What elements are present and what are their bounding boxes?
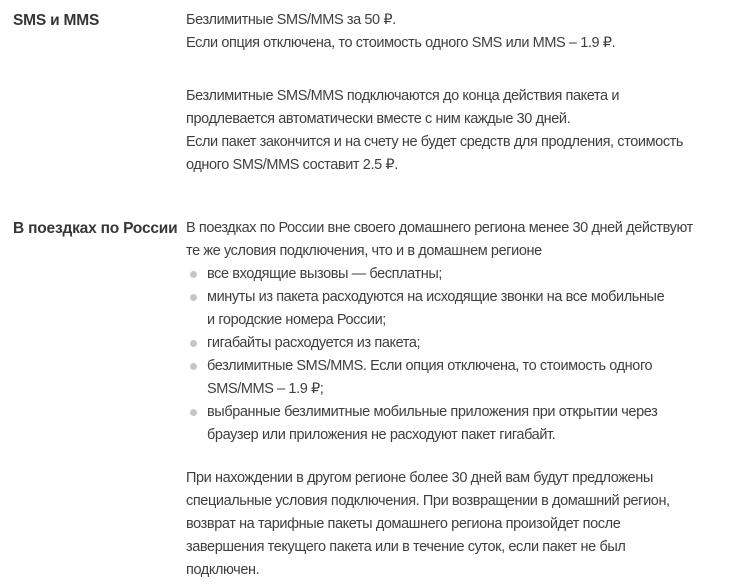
bullet-item <box>186 355 727 401</box>
bullet-text <box>207 286 727 332</box>
text-line: минуты из пакета расходуются на исходящие звонки на все мобильные <box>207 289 665 305</box>
section-label: В поездках по России <box>13 220 178 237</box>
text-line: SMS/MMS – 1.9 ₽; <box>207 381 324 397</box>
bullet-dot-icon <box>190 363 197 370</box>
text-line: При нахождении в другом регионе более 30 дней вам будут предложены <box>186 470 653 486</box>
bullet-text <box>207 263 727 286</box>
text-line: все входящие вызовы — бесплатны; <box>207 266 443 282</box>
section-body <box>186 217 727 582</box>
text-line: возврат на тарифные пакеты домашнего региона произойдет после <box>186 516 621 532</box>
bullet-text <box>207 401 727 447</box>
text-line: гигабайты расходуется из пакета; <box>207 335 421 351</box>
text-line: специальные условия подключения. При возвращении в домашний регион, <box>186 493 670 509</box>
bullet-item <box>186 286 727 332</box>
paragraph <box>186 217 727 263</box>
bullet-item <box>186 401 727 447</box>
bullet-item <box>186 332 727 355</box>
text-line: В поездках по России вне своего домашнего региона менее 30 дней действуют <box>186 220 693 236</box>
bullet-text <box>207 355 727 401</box>
bullet-list <box>186 263 727 447</box>
text-line: и городские номера России; <box>207 312 386 328</box>
text-line: подключен. <box>186 562 260 578</box>
text-line: завершения текущего пакета или в течение суток, если пакет не был <box>186 539 626 555</box>
text-line: Если пакет закончится и на счету не будет средств для продления, стоимость <box>186 134 684 150</box>
section-label: SMS и MMS <box>13 12 100 29</box>
bullet-dot-icon <box>190 294 197 301</box>
paragraph <box>186 85 727 177</box>
section-travel-russia <box>13 217 727 582</box>
bullet-dot-icon <box>190 340 197 347</box>
text-line: Безлимитные SMS/MMS подключаются до конца действия пакета и <box>186 88 620 104</box>
text-line: одного SMS/MMS составит 2.5 ₽. <box>186 157 398 173</box>
paragraph <box>186 467 727 582</box>
section-body <box>186 9 727 177</box>
text-line: Безлимитные SMS/MMS за 50 ₽. <box>186 12 396 28</box>
text-line: выбранные безлимитные мобильные приложения при открытии через <box>207 404 658 420</box>
section-sms-mms <box>13 9 727 177</box>
text-line: безлимитные SMS/MMS. Если опция отключена, то стоимость одного <box>207 358 653 374</box>
bullet-text <box>207 332 727 355</box>
bullet-dot-icon <box>190 409 197 416</box>
text-line: продлевается автоматически вместе с ним каждые 30 дней. <box>186 111 571 127</box>
paragraph <box>186 9 727 55</box>
text-line: те же условия подключения, что и в домашнем регионе <box>186 243 542 259</box>
bullet-dot-icon <box>190 271 197 278</box>
text-line: браузер или приложения не расходуют пакет гигабайт. <box>207 427 556 443</box>
bullet-item <box>186 263 727 286</box>
text-line: Если опция отключена, то стоимость одного SMS или MMS – 1.9 ₽. <box>186 35 616 51</box>
